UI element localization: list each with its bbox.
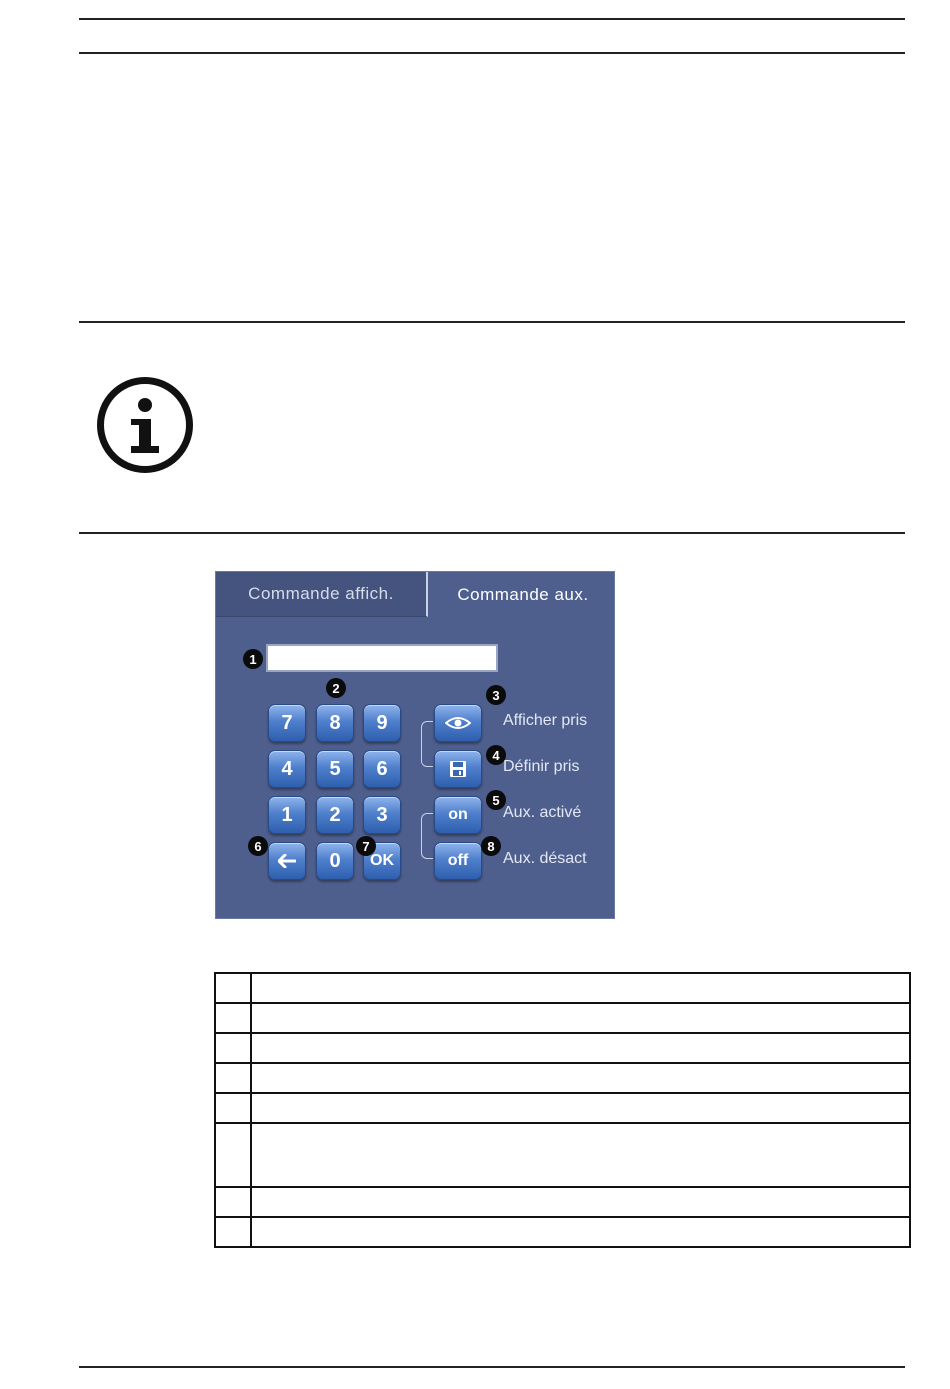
aux-bracket (421, 813, 433, 859)
key-2[interactable]: 2 (316, 796, 354, 834)
tab-aux-control[interactable]: Commande aux. (457, 584, 589, 604)
callout-4: 4 (486, 745, 506, 765)
key-1[interactable]: 1 (268, 796, 306, 834)
table-row (215, 1003, 910, 1033)
header-rule-bottom (79, 52, 905, 54)
table-row (215, 1187, 910, 1217)
callout-7: 7 (356, 836, 376, 856)
preset-bracket (421, 721, 433, 767)
show-preset-button[interactable] (434, 704, 482, 742)
command-entry-field[interactable] (266, 644, 498, 672)
table-row (215, 1217, 910, 1247)
table-row (215, 973, 910, 1003)
eye-icon (445, 716, 471, 730)
footer-rule (79, 1366, 905, 1368)
aux-control-panel (215, 571, 615, 919)
key-0[interactable]: 0 (316, 842, 354, 880)
table-row (215, 1093, 910, 1123)
callout-5: 5 (486, 790, 506, 810)
notice-rule-bottom (79, 532, 905, 534)
callout-6: 6 (248, 836, 268, 856)
tab-view-control[interactable]: Commande affich. (216, 572, 428, 617)
key-3[interactable]: 3 (363, 796, 401, 834)
show-preset-label: Afficher pris (503, 712, 588, 729)
backspace-key[interactable] (268, 842, 306, 880)
info-icon (97, 377, 193, 473)
table-row (215, 1123, 910, 1187)
callout-legend-table (214, 972, 911, 1248)
floppy-disk-icon (449, 760, 467, 778)
header-rule-top (79, 18, 905, 20)
set-preset-button[interactable] (434, 750, 482, 788)
ok-key[interactable]: OK (363, 842, 401, 880)
callout-8: 8 (481, 836, 501, 856)
key-7[interactable]: 7 (268, 704, 306, 742)
callout-1: 1 (243, 649, 263, 669)
callout-2: 2 (326, 678, 346, 698)
aux-on-button[interactable]: on (434, 796, 482, 834)
key-8[interactable]: 8 (316, 704, 354, 742)
callout-3: 3 (486, 685, 506, 705)
key-5[interactable]: 5 (316, 750, 354, 788)
key-9[interactable]: 9 (363, 704, 401, 742)
key-4[interactable]: 4 (268, 750, 306, 788)
table-row (215, 1063, 910, 1093)
aux-off-button[interactable]: off (434, 842, 482, 880)
aux-off-label: Aux. désact (503, 850, 587, 867)
left-arrow-icon (278, 854, 296, 868)
key-6[interactable]: 6 (363, 750, 401, 788)
table-row (215, 1033, 910, 1063)
set-preset-label: Définir pris (503, 758, 580, 775)
notice-rule-top (79, 321, 905, 323)
aux-on-label: Aux. activé (503, 804, 582, 821)
